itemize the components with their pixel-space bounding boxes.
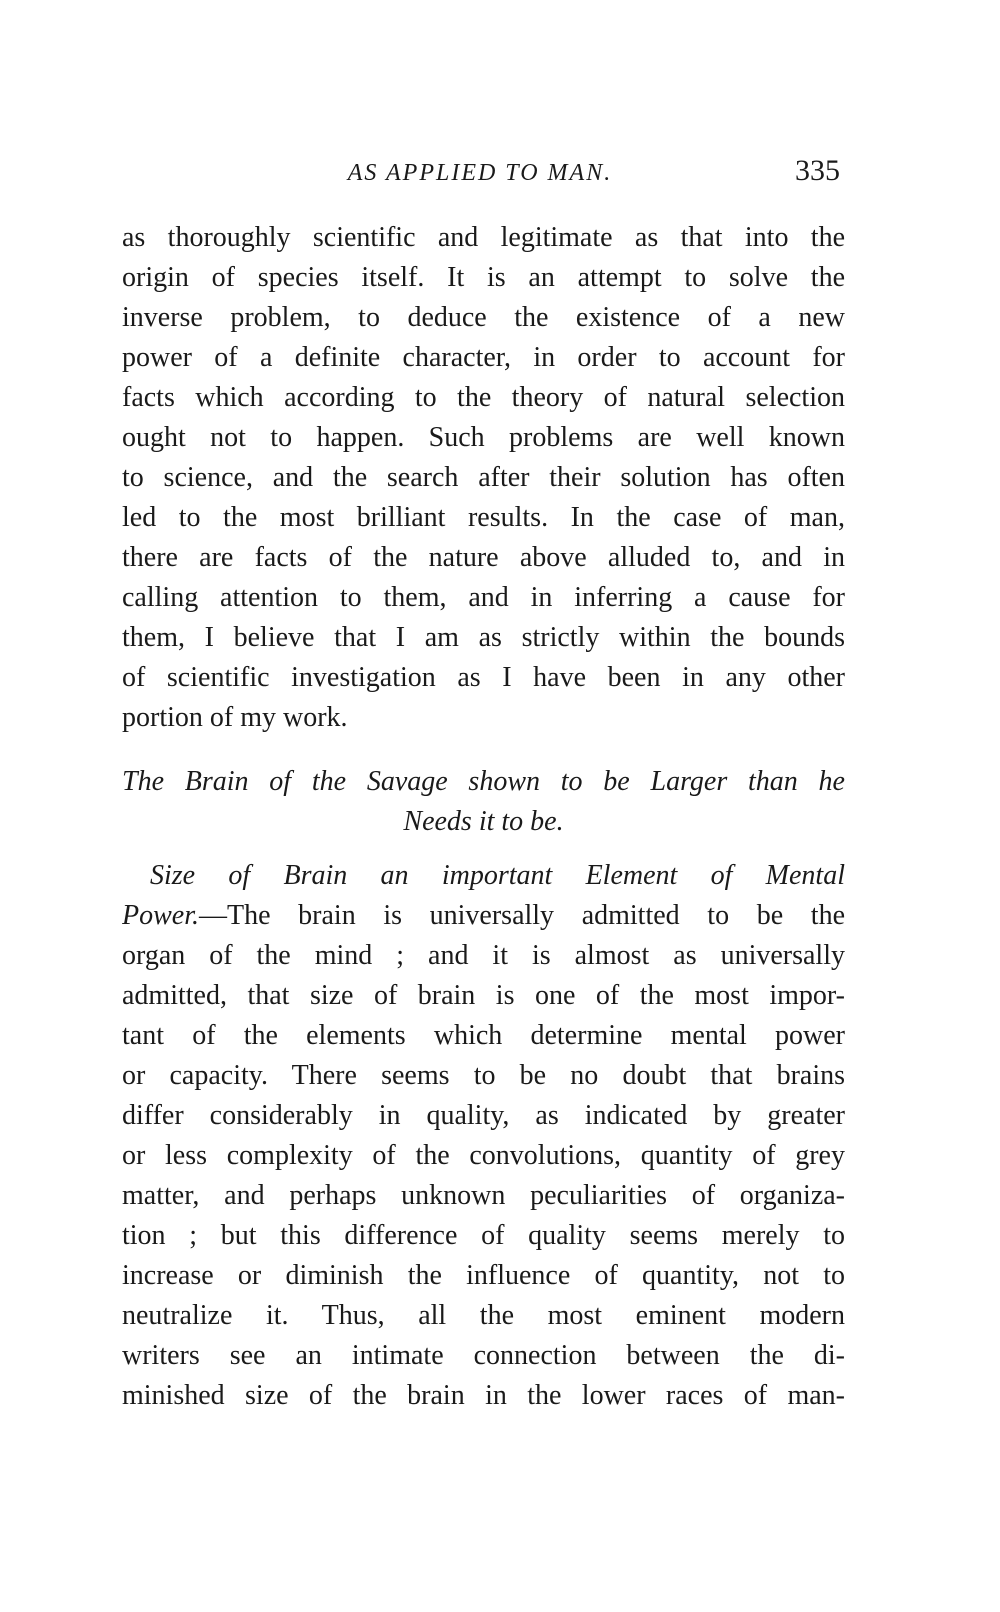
text-line: writers see an intimate connection between the di-	[122, 1340, 845, 1371]
text-line: neutralize it. Thus, all the most eminent modern	[122, 1300, 845, 1331]
text-line: of scientific investigation as I have been in any other	[122, 662, 845, 693]
paragraph-1	[122, 218, 845, 738]
text-line: organ of the mind ; and it is almost as universally	[122, 940, 845, 971]
text-line: portion of my work.	[122, 702, 348, 733]
text-line: minished size of the brain in the lower races of man-	[122, 1380, 845, 1411]
text-line: calling attention to them, and in inferring a cause for	[122, 582, 845, 613]
text-span: —The brain is universally admitted to be the	[199, 900, 845, 931]
text-line: inverse problem, to deduce the existence of a new	[122, 302, 845, 333]
text-line: or less complexity of the convolutions, quantity of grey	[122, 1140, 845, 1171]
text-line: ought not to happen. Such problems are well known	[122, 422, 845, 453]
text-line: or capacity. There seems to be no doubt that brains	[122, 1060, 845, 1091]
running-head: AS APPLIED TO MAN.	[347, 160, 613, 186]
text-line	[122, 896, 845, 936]
run-in-heading: Size of Brain an important Element of Mental	[150, 860, 845, 891]
text-line: origin of species itself. It is an attempt to solve the	[122, 262, 845, 293]
text-line: facts which according to the theory of natural selection	[122, 382, 845, 413]
text-line: differ considerably in quality, as indicated by greater	[122, 1100, 845, 1131]
text-line: power of a definite character, in order to account for	[122, 342, 845, 373]
text-line: them, I believe that I am as strictly within the bounds	[122, 622, 845, 653]
text-line: tant of the elements which determine mental power	[122, 1020, 845, 1051]
text-line: to science, and the search after their solution has often	[122, 462, 845, 493]
text-line: there are facts of the nature above alluded to, and in	[122, 542, 845, 573]
run-in-heading-end: Power.	[122, 900, 199, 931]
text-line: increase or diminish the influence of quantity, not to	[122, 1260, 845, 1291]
page-number: 335	[795, 154, 840, 187]
page-header	[120, 150, 840, 200]
section-heading-line: The Brain of the Savage shown to be Larger than he	[122, 766, 845, 797]
section-heading	[122, 762, 845, 842]
section-heading-line: Needs it to be.	[403, 806, 564, 837]
text-line: as thoroughly scientific and legitimate as that into the	[122, 222, 845, 253]
text-line: tion ; but this difference of quality seems merely to	[122, 1220, 845, 1251]
text-line: led to the most brilliant results. In the case of man,	[122, 502, 845, 533]
paragraph-2	[122, 856, 845, 1416]
text-line: admitted, that size of brain is one of the most impor-	[122, 980, 845, 1011]
text-line: matter, and perhaps unknown peculiarities of organiza-	[122, 1180, 845, 1211]
